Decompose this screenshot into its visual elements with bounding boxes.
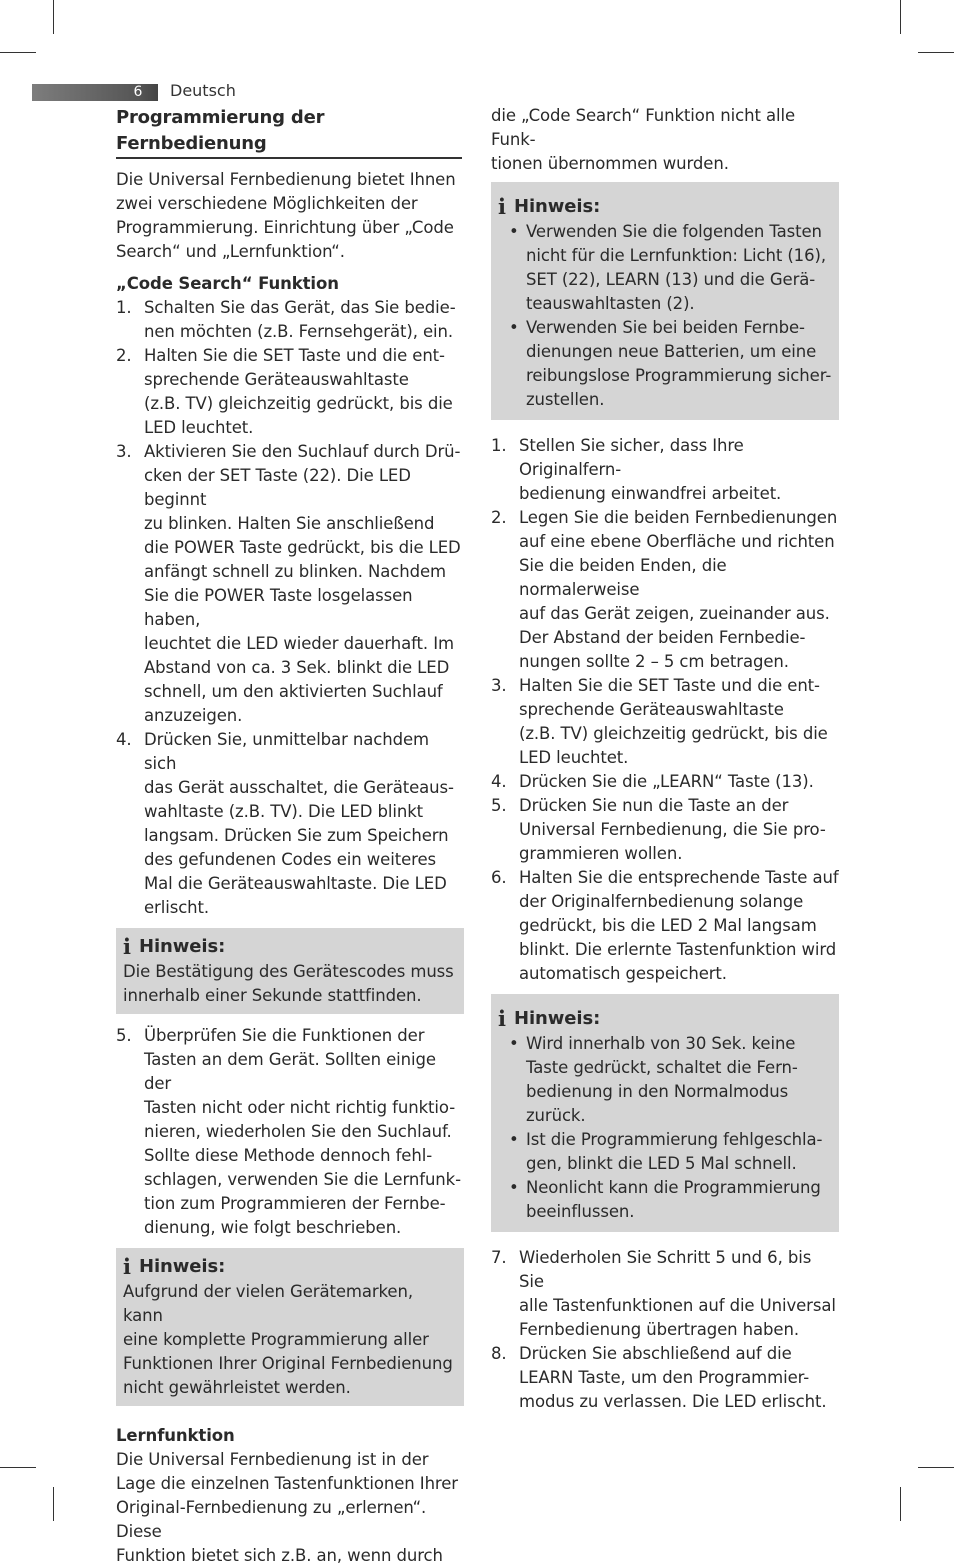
step-text: Halten Sie die entsprechende Taste auf der Originalfernbedienung solange gedrückt, bis die LED 2 Mal langsam blinkt. Die erlernte Tastenfunktion wird automatisch gespeichert.: [519, 868, 839, 983]
code-search-heading: „Code Search“ Funktion: [116, 274, 339, 293]
info-icon: i: [123, 1254, 131, 1279]
step-number: 8.: [491, 1344, 507, 1363]
step-text: Drücken Sie, unmittelbar nachdem sich das Gerät ausschaltet, die Geräteaus- wahltaste (z.B. TV). Die LED blinkt langsam. Drücken Sie zum Speichern des gefundenen Codes ein weiteres Mal die Geräteauswahltaste. Die LED erlischt.: [144, 730, 454, 917]
step-item: [491, 506, 839, 674]
note-box: [491, 994, 839, 1232]
step-text: Aktivieren Sie den Suchlauf durch Drü- cken der SET Taste (22). Die LED beginnt zu blinken. Halten Sie anschließend die POWER Taste gedrückt, bis die LED anfängt schnell zu blinken. Nachdem Sie die POWER Taste losgelassen haben, leuchtet die LED wieder dauerhaft. Im Abstand von ca. 3 Sek. blinkt die LED schnell, um den aktivierten Suchlauf anzuzeigen.: [144, 442, 461, 725]
step-text: Halten Sie die SET Taste und die ent- sprechende Geräteauswahltaste (z.B. TV) gleichzeitig gedrückt, bis die LED leuchtet.: [519, 676, 828, 767]
note-box: [116, 1248, 464, 1406]
note-bullets: [498, 1032, 832, 1224]
step-number: 5.: [116, 1026, 132, 1045]
learn-heading: Lernfunktion: [116, 1426, 235, 1445]
crop-mark: [0, 52, 36, 53]
crop-mark: [900, 1487, 901, 1521]
step-number: 4.: [491, 772, 507, 791]
step-number: 3.: [116, 442, 132, 461]
note-title: Hinweis:: [514, 1008, 601, 1029]
step-number: 1.: [116, 298, 132, 317]
step-item: [491, 434, 839, 506]
step-number: 2.: [116, 346, 132, 365]
info-icon: i: [498, 194, 506, 219]
page-number: 6: [133, 84, 143, 100]
step-number: 1.: [491, 436, 507, 455]
continued-paragraph: die „Code Search“ Funktion nicht alle Funk- tionen übernommen wurden.: [491, 106, 795, 173]
step-item: [116, 440, 464, 728]
intro-paragraph: Die Universal Fernbedienung bietet Ihnen zwei verschiedene Möglichkeiten der Programmierung. Einrichtung über „Code Search“ und „Lernfunktion“.: [116, 170, 456, 261]
step-item: [116, 296, 464, 344]
step-number: 6.: [491, 868, 507, 887]
crop-mark: [918, 52, 954, 53]
language-label: Deutsch: [170, 81, 236, 100]
right-column: [491, 104, 839, 1414]
crop-mark: [53, 1487, 54, 1521]
step-number: 5.: [491, 796, 507, 815]
step-text: Schalten Sie das Gerät, das Sie bedie- nen möchten (z.B. Fernsehgerät), ein.: [144, 298, 456, 341]
step-item: [116, 728, 464, 920]
code-search-steps-continued: [116, 1024, 464, 1240]
step-item: [491, 1342, 839, 1414]
note-box: [116, 928, 464, 1014]
step-number: 4.: [116, 730, 132, 749]
step-text: Drücken Sie abschließend auf die LEARN Taste, um den Programmier- modus zu verlassen. Die LED erlischt.: [519, 1344, 827, 1411]
crop-mark: [53, 0, 54, 34]
step-number: 3.: [491, 676, 507, 695]
note-title: Hinweis:: [514, 196, 601, 217]
note-box: [491, 182, 839, 420]
step-text: Wiederholen Sie Schritt 5 und 6, bis Sie alle Tastenfunktionen auf die Universal Fernbedienung übertragen haben.: [519, 1248, 836, 1339]
bullet-item: • Ist die Programmierung fehlgeschla- gen, blinkt die LED 5 Mal schnell.: [498, 1128, 832, 1176]
step-item: [491, 1246, 839, 1342]
step-item: [491, 674, 839, 770]
bullet-item: • Verwenden Sie die folgenden Tasten nicht für die Lernfunktion: Licht (16), SET (22), LEARN (13) und die Gerä- teauswahltasten (2).: [498, 220, 832, 316]
learn-steps: [491, 434, 839, 986]
note-bullets: [498, 220, 832, 412]
bullet-item: • Verwenden Sie bei beiden Fernbe- dienungen neue Batterien, um eine reibungslose Programmierung sicher- zustellen.: [498, 316, 832, 412]
step-number: 7.: [491, 1248, 507, 1267]
crop-mark: [0, 1467, 36, 1468]
section-title-wrap: [116, 105, 462, 159]
step-text: Stellen Sie sicher, dass Ihre Originalfern- bedienung einwandfrei arbeitet.: [519, 436, 782, 503]
step-text: Überprüfen Sie die Funktionen der Tasten an dem Gerät. Sollten einige der Tasten nicht oder nicht richtig funktio- nieren, wiederholen Sie den Suchlauf. Sollte diese Methode dennoch fehl- schlagen, verwenden Sie die Lernfunk- tion zum Programmieren der Fernbe- dienung, wie folgt beschrieben.: [144, 1026, 461, 1237]
step-item: [491, 794, 839, 866]
bullet-item: • Wird innerhalb von 30 Sek. keine Taste gedrückt, schaltet die Fern- bedienung in den Normalmodus zurück.: [498, 1032, 832, 1128]
step-item: [116, 1024, 464, 1240]
note-title: Hinweis:: [139, 936, 226, 957]
learn-steps-continued: [491, 1246, 839, 1414]
step-text: Drücken Sie die „LEARN“ Taste (13).: [519, 772, 814, 791]
info-icon: i: [123, 934, 131, 959]
bullet-item: • Neonlicht kann die Programmierung beeinflussen.: [498, 1176, 832, 1224]
code-search-steps: [116, 296, 464, 920]
step-text: Halten Sie die SET Taste und die ent- sprechende Geräteauswahltaste (z.B. TV) gleichzeitig gedrückt, bis die LED leuchtet.: [144, 346, 453, 437]
step-item: [491, 866, 839, 986]
note-text: Aufgrund der vielen Gerätemarken, kann eine komplette Programmierung aller Funktionen Ihrer Original Fernbedienung nicht gewährleistet werden.: [123, 1282, 453, 1397]
step-item: [491, 770, 839, 794]
learn-paragraph: Die Universal Fernbedienung ist in der Lage die einzelnen Tastenfunktionen Ihrer Original-Fernbedienung zu „erlernen“. Diese Funktion bietet sich z.B. an, wenn durch: [116, 1450, 458, 1565]
note-title: Hinweis:: [139, 1256, 226, 1277]
step-text: Drücken Sie nun die Taste an der Universal Fernbedienung, die Sie pro- grammieren wollen.: [519, 796, 826, 863]
crop-mark: [900, 0, 901, 34]
step-text: Legen Sie die beiden Fernbedienungen auf eine ebene Oberfläche und richten Sie die beiden Enden, die normalerweise auf das Gerät zeigen, zueinander aus. Der Abstand der beiden Fernbedie- nungen sollte 2 – 5 cm betragen.: [519, 508, 838, 671]
crop-mark: [918, 1467, 954, 1468]
step-number: 2.: [491, 508, 507, 527]
section-title: Programmierung der Fernbedienung: [116, 107, 325, 154]
step-item: [116, 344, 464, 440]
left-column: [116, 105, 464, 1568]
info-icon: i: [498, 1006, 506, 1031]
note-text: Die Bestätigung des Gerätescodes muss innerhalb einer Sekunde stattfinden.: [123, 962, 454, 1005]
